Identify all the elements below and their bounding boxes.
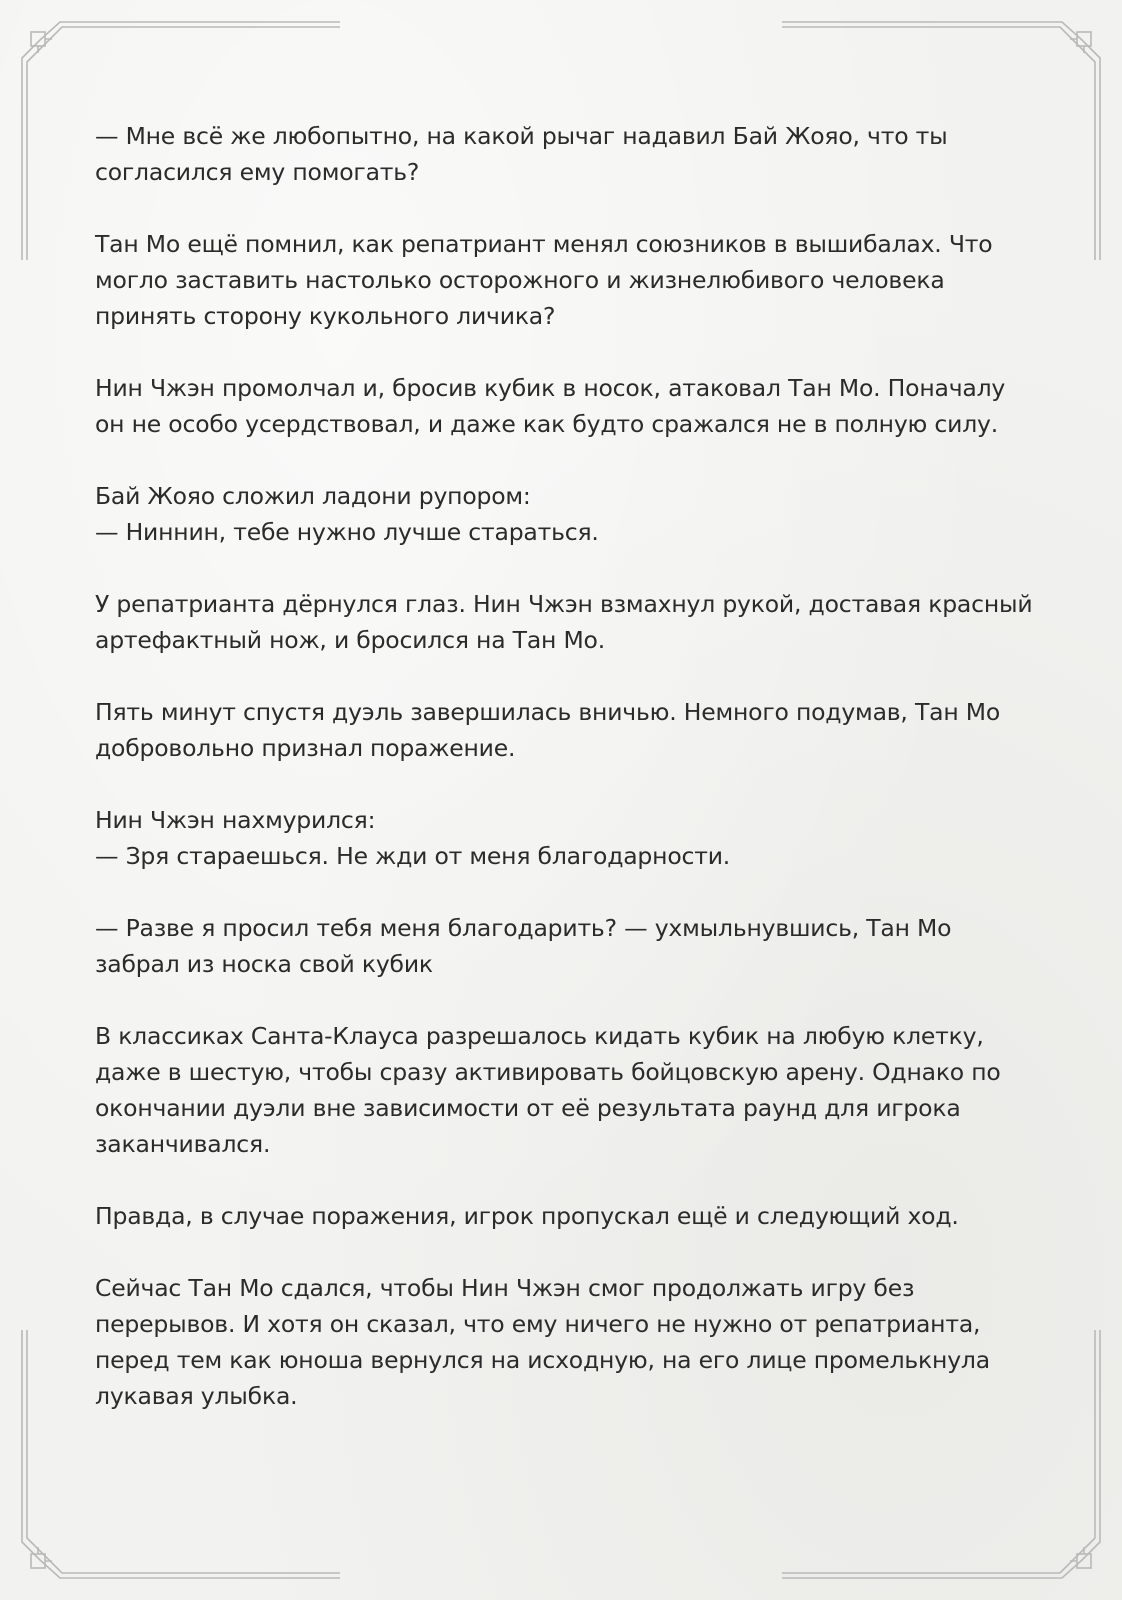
text-line: заканчивался. [95,1130,271,1158]
text-line: перерывов. И хотя он сказал, что ему ничего не нужно от репатрианта, [95,1310,981,1338]
text-line: Пять минут спустя дуэль завершилась вничью. Немного подумав, Тан Мо [95,698,1001,726]
text-line: Нин Чжэн нахмурился: [95,806,376,834]
paragraph [95,694,1035,766]
text-line: Правда, в случае поражения, игрок пропускал ещё и следующий ход. [95,1202,959,1230]
text-line: В классиках Санта-Клауса разрешалось кидать кубик на любую клетку, [95,1022,984,1050]
paragraph [95,1018,1035,1162]
paragraph [95,1198,1035,1234]
text-line: артефактный нож, и бросился на Тан Мо. [95,626,605,654]
paragraph [95,910,1035,982]
text-line: он не особо усердствовал, и даже как будто сражался не в полную силу. [95,410,998,438]
text-line: — Ниннин, тебе нужно лучше стараться. [95,518,599,546]
paragraph [95,226,1035,334]
paragraph [95,478,1035,550]
text-line: окончании дуэли вне зависимости от её результата раунд для игрока [95,1094,961,1122]
text-line: принять сторону кукольного личика? [95,302,556,330]
text-line: лукавая улыбка. [95,1382,298,1410]
paragraph [95,370,1035,442]
text-line: добровольно признал поражение. [95,734,516,762]
text-line: могло заставить настолько осторожного и жизнелюбивого человека [95,266,945,294]
page-text [95,118,1035,1450]
paragraph [95,586,1035,658]
text-line: согласился ему помогать? [95,158,420,186]
text-line: Бай Жояо сложил ладони рупором: [95,482,531,510]
text-line: Сейчас Тан Мо сдался, чтобы Нин Чжэн смог продолжать игру без [95,1274,915,1302]
text-line: — Мне всё же любопытно, на какой рычаг надавил Бай Жояо, что ты [95,122,948,150]
text-line: Тан Мо ещё помнил, как репатриант менял союзников в вышибалах. Что [95,230,993,258]
text-line: забрал из носка свой кубик [95,950,433,978]
paragraph [95,118,1035,190]
text-line: Нин Чжэн промолчал и, бросив кубик в носок, атаковал Тан Мо. Поначалу [95,374,1006,402]
paragraph [95,1270,1035,1414]
text-line: перед тем как юноша вернулся на исходную, на его лице промелькнула [95,1346,990,1374]
text-line: У репатрианта дёрнулся глаз. Нин Чжэн взмахнул рукой, доставая красный [95,590,1033,618]
text-line: даже в шестую, чтобы сразу активировать бойцовскую арену. Однако по [95,1058,1001,1086]
paragraph [95,802,1035,874]
text-line: — Зря стараешься. Не жди от меня благодарности. [95,842,731,870]
text-line: — Разве я просил тебя меня благодарить? — ухмыльнувшись, Тан Мо [95,914,952,942]
